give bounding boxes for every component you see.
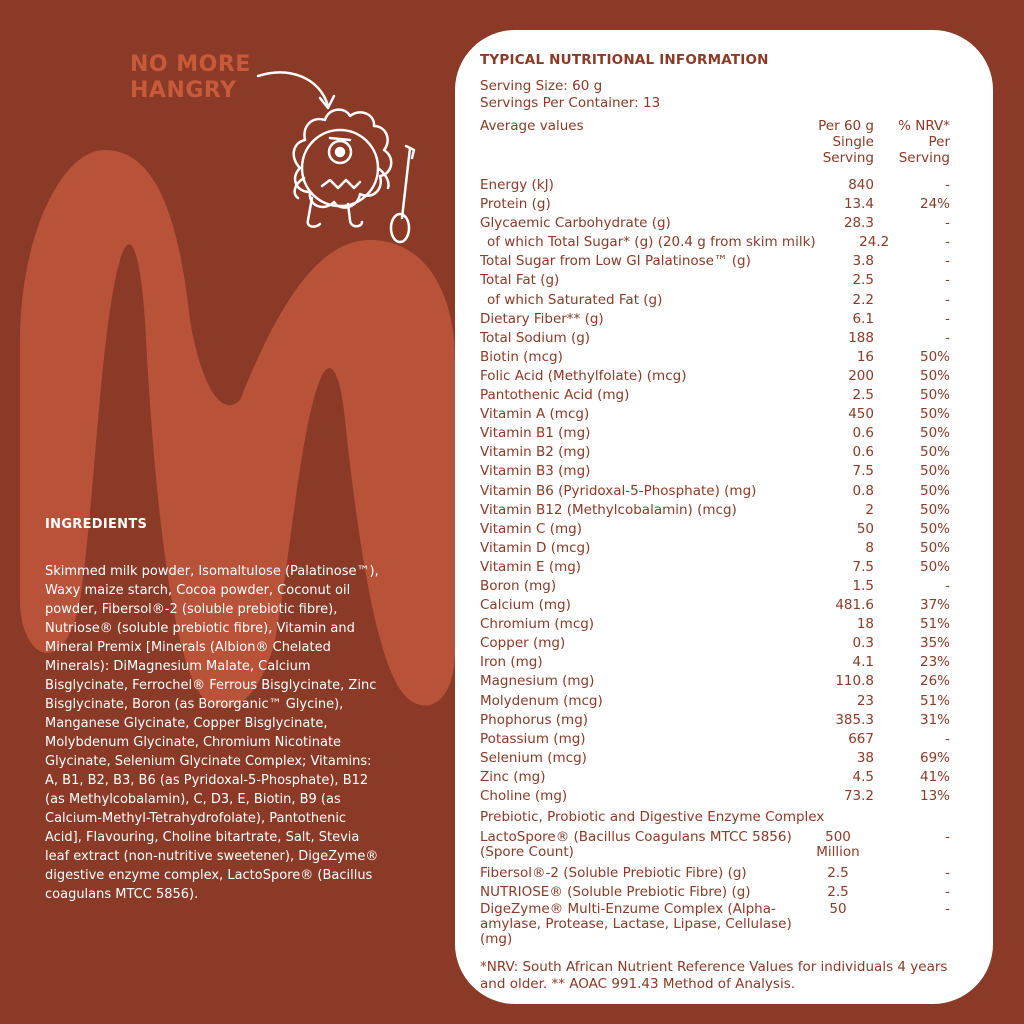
nutrient-nrv: 50% xyxy=(919,387,950,404)
nutrition-title: TYPICAL NUTRITIONAL INFORMATION xyxy=(480,52,769,68)
nutrient-row xyxy=(480,348,950,367)
nutrient-row xyxy=(480,749,950,768)
nutrient-value: 28.3 xyxy=(843,215,874,232)
complex-row xyxy=(480,830,950,860)
nutrient-name: Molydenum (mcg) xyxy=(480,692,603,709)
nutrient-row xyxy=(480,291,950,310)
nutrient-row xyxy=(480,443,950,462)
mascot-illustration xyxy=(250,68,430,258)
nutrient-value: 110.8 xyxy=(835,673,874,690)
nutrient-name: Vitamin B2 (mg) xyxy=(480,444,591,461)
header-per-serving-line: Single xyxy=(832,134,874,150)
nutrient-name: Zinc (mg) xyxy=(480,768,546,785)
tagline-line-2: HANGRY xyxy=(130,78,237,103)
nutrient-nrv: 50% xyxy=(919,348,950,365)
nutrition-info xyxy=(480,52,950,993)
complex-nrv: - xyxy=(945,884,950,901)
nutrient-name: Vitamin B3 (mg) xyxy=(480,463,591,480)
complex-value: 2.5 xyxy=(827,884,849,901)
nutrient-name: Vitamin B12 (Methylcobalamin) (mcg) xyxy=(480,501,737,518)
complex-nrv: - xyxy=(945,865,950,882)
complex-name: NUTRIOSE® (Soluble Prebiotic Fibre) (g) xyxy=(480,884,751,901)
nutrient-row xyxy=(480,634,950,653)
nutrient-name: of which Saturated Fat (g) xyxy=(487,291,663,308)
nutrient-value: 200 xyxy=(848,367,874,384)
nutrient-nrv: - xyxy=(945,730,950,747)
nutrient-name: of which Total Sugar* (g) (20.4 g from skim milk) xyxy=(487,234,816,251)
tagline-line-1: NO MORE xyxy=(130,52,251,77)
nutrient-row xyxy=(480,653,950,672)
header-per-serving xyxy=(782,118,874,166)
complex-name: Fibersol®-2 (Soluble Prebiotic Fibre) (g) xyxy=(480,865,747,882)
nutrient-value: 188 xyxy=(848,329,874,346)
serving-size: Serving Size: 60 g xyxy=(480,78,603,94)
nutrient-value: 7.5 xyxy=(852,558,874,575)
nutrient-nrv: 50% xyxy=(919,501,950,518)
nutrient-value: 0.8 xyxy=(852,482,874,499)
nutrient-name: Glycaemic Carbohydrate (g) xyxy=(480,215,671,232)
nutrient-value: 13.4 xyxy=(843,196,874,213)
nutrient-value: 385.3 xyxy=(835,711,874,728)
nutrient-row xyxy=(480,501,950,520)
nutrient-name: Vitamin C (mg) xyxy=(480,520,582,537)
nutrient-name: Folic Acid (Methylfolate) (mcg) xyxy=(480,367,687,384)
nutrient-nrv: 35% xyxy=(919,635,950,652)
nutrient-value: 1.5 xyxy=(852,577,874,594)
nutrient-row xyxy=(480,730,950,749)
nutrient-name: Total Sugar from Low GI Palatinose™ (g) xyxy=(480,253,751,270)
nutrient-name: Protein (g) xyxy=(480,196,551,213)
nutrient-name: Selenium (mcg) xyxy=(480,749,587,766)
nutrient-nrv: - xyxy=(945,310,950,327)
nutrient-row xyxy=(480,596,950,615)
complex-value: 500 Million xyxy=(816,829,860,861)
nutrient-nrv: 50% xyxy=(919,425,950,442)
nutrient-nrv: 41% xyxy=(919,768,950,785)
nutrient-row xyxy=(480,386,950,405)
nutrient-nrv: 23% xyxy=(919,654,950,671)
nutrient-value: 2.5 xyxy=(852,272,874,289)
header-nrv-line: % NRV* xyxy=(898,118,950,134)
nutrient-name: Chromium (mcg) xyxy=(480,616,595,633)
nutrient-row xyxy=(480,672,950,691)
servings-per-container: Servings Per Container: 13 xyxy=(480,95,661,111)
nutrient-name: Vitamin B1 (mg) xyxy=(480,425,591,442)
header-per-serving-line: Per 60 g xyxy=(818,118,874,134)
complex-row xyxy=(480,883,950,902)
nutrient-name: Total Sodium (g) xyxy=(480,329,591,346)
nutrient-value: 4.5 xyxy=(852,768,874,785)
complex-name: DigeZyme® Multi-Enzume Complex (Alpha-amylase, Protease, Lactase, Lipase, Cellulase) (mg) xyxy=(480,901,792,948)
nutrient-nrv: - xyxy=(945,177,950,193)
nutrient-nrv: - xyxy=(945,577,950,594)
complex-value: 2.5 xyxy=(827,865,849,882)
nutrient-row xyxy=(480,558,950,577)
nutrient-row xyxy=(480,214,950,233)
hangry-monster-icon xyxy=(294,110,414,242)
header-per-serving-line: Serving xyxy=(822,150,874,166)
nutrient-nrv: - xyxy=(945,253,950,270)
nutrient-value: 73.2 xyxy=(843,788,874,804)
nutrient-value: 667 xyxy=(848,730,874,747)
nutrient-nrv: 50% xyxy=(919,558,950,575)
nutrient-nrv: 37% xyxy=(919,597,950,614)
table-header xyxy=(480,118,950,166)
nutrition-rows xyxy=(480,176,950,806)
nutrient-nrv: 50% xyxy=(919,463,950,480)
nutrient-nrv: - xyxy=(945,272,950,289)
nutrient-value: 0.6 xyxy=(852,425,874,442)
nutrient-row xyxy=(480,310,950,329)
nutrient-row xyxy=(480,711,950,730)
nutrient-row xyxy=(480,176,950,195)
nutrient-row xyxy=(480,405,950,424)
complex-name: LactoSpore® (Bacillus Coagulans MTCC 5856) (Spore Count) xyxy=(480,829,792,861)
nutrient-row xyxy=(480,367,950,386)
nutrient-row xyxy=(480,539,950,558)
nutrient-value: 38 xyxy=(856,749,874,766)
nutrient-row xyxy=(480,692,950,711)
nutrient-row xyxy=(480,271,950,290)
nutrient-value: 16 xyxy=(856,348,874,365)
nutrient-name: Choline (mg) xyxy=(480,788,568,804)
nutrient-name: Biotin (mcg) xyxy=(480,348,563,365)
nutrient-name: Calcium (mg) xyxy=(480,597,571,614)
nutrient-name: Potassium (mg) xyxy=(480,730,586,747)
nutrient-value: 4.1 xyxy=(852,654,874,671)
nutrient-name: Boron (mg) xyxy=(480,577,557,594)
ingredients-section xyxy=(45,515,380,904)
complex-heading: Prebiotic, Probiotic and Digestive Enzyme Complex xyxy=(480,809,825,826)
nutrient-nrv: 50% xyxy=(919,406,950,423)
nutrient-value: 18 xyxy=(856,616,874,633)
complex-value: 50 xyxy=(829,901,847,918)
nutrient-value: 0.6 xyxy=(852,444,874,461)
curved-arrow-icon xyxy=(258,73,328,106)
nutrient-nrv: 50% xyxy=(919,539,950,556)
nrv-footnote: *NRV: South African Nutrient Reference Values for individuals 4 years and older. ** AOAC 991.43 Method of Analysis. xyxy=(480,959,948,993)
nutrient-nrv: 50% xyxy=(919,520,950,537)
nutrient-value: 450 xyxy=(848,406,874,423)
nutrient-row xyxy=(480,233,950,252)
nutrient-value: 24.2 xyxy=(859,234,890,251)
nutrient-name: Dietary Fiber** (g) xyxy=(480,310,604,327)
nutrient-nrv: 51% xyxy=(919,616,950,633)
nutrient-nrv: - xyxy=(945,329,950,346)
nutrient-nrv: 50% xyxy=(919,367,950,384)
nutrient-value: 2.5 xyxy=(852,387,874,404)
nutrient-nrv: - xyxy=(945,291,950,308)
nutrient-row xyxy=(480,462,950,481)
nutrient-value: 3.8 xyxy=(852,253,874,270)
nutrient-row xyxy=(480,520,950,539)
nutrient-nrv: - xyxy=(945,215,950,232)
nutrient-row xyxy=(480,195,950,214)
ingredients-heading: INGREDIENTS xyxy=(45,517,148,532)
nutrient-row xyxy=(480,787,950,806)
nutrient-row xyxy=(480,615,950,634)
nutrient-name: Vitamin B6 (Pyridoxal-5-Phosphate) (mg) xyxy=(480,482,757,499)
nutrient-name: Vitamin E (mg) xyxy=(480,558,582,575)
complex-nrv: - xyxy=(945,901,950,918)
nutrient-value: 2 xyxy=(865,501,874,518)
complex-nrv: - xyxy=(945,829,950,846)
nutrient-nrv: 13% xyxy=(919,788,950,804)
complex-row xyxy=(480,902,950,947)
nutrient-row xyxy=(480,329,950,348)
nutrient-value: 840 xyxy=(848,177,874,193)
header-average-values: Average values xyxy=(480,118,584,134)
nutrient-name: Total Fat (g) xyxy=(480,272,560,289)
ingredients-text: Skimmed milk powder, Isomaltulose (Palatinose™), Waxy maize starch, Cocoa powder, Coconut oil powder, Fibersol®-2 (soluble prebiotic fibre), Nutriose® (soluble prebiotic fibre), Vitamin and Mineral Premix [Minerals (Albion® Chelated Minerals): DiMagnesium Malate, Calcium Bisglycinate, Ferrochel® Ferrous Bisglycinate, Zinc Bisglycinate, Boron (as Bororganic™ Glycine), Manganese Glycinate, Copper Bisglycinate, Molybdenum Glycinate, Chromium Nicotinate Glycinate, Selenium Glycinate Complex; Vitamins: A, B1, B2, B3, B6 (as Pyridoxal-5-Phosphate), B12 (as Methylcobalamin), C, D3, E, Biotin, B9 (as Calcium-Methyl-Tetrahydrofolate), Pantothenic Acid], Flavouring, Choline bitartrate, Salt, Stevia leaf extract (non-nutritive sweetener), DigeZyme® digestive enzyme complex, LactoSpore® (Bacillus coagulans MTCC 5856). xyxy=(45,564,379,902)
nutrient-value: 8 xyxy=(865,539,874,556)
nutrient-value: 6.1 xyxy=(852,310,874,327)
nutrient-name: Iron (mg) xyxy=(480,654,543,671)
nutrient-value: 50 xyxy=(856,520,874,537)
nutrient-row xyxy=(480,252,950,271)
nutrient-row xyxy=(480,577,950,596)
nutrient-value: 7.5 xyxy=(852,463,874,480)
header-nrv xyxy=(874,118,950,166)
nutrient-name: Copper (mg) xyxy=(480,635,566,652)
nutrient-name: Magnesium (mg) xyxy=(480,673,595,690)
nutrient-row xyxy=(480,424,950,443)
nutrient-value: 481.6 xyxy=(835,597,874,614)
nutrient-nrv: 50% xyxy=(919,444,950,461)
nutrient-name: Energy (kJ) xyxy=(480,177,554,193)
nutrient-value: 0.3 xyxy=(852,635,874,652)
nutrient-name: Vitamin D (mcg) xyxy=(480,539,591,556)
nutrient-nrv: 24% xyxy=(919,196,950,213)
nutrient-nrv: 50% xyxy=(919,482,950,499)
nutrient-name: Vitamin A (mcg) xyxy=(480,406,590,423)
header-nrv-line: Per xyxy=(928,134,950,150)
nutrient-row xyxy=(480,482,950,501)
header-nrv-line: Serving xyxy=(898,150,950,166)
nutrient-nrv: 26% xyxy=(919,673,950,690)
complex-row xyxy=(480,864,950,883)
nutrient-value: 2.2 xyxy=(852,291,874,308)
nutrient-name: Phophorus (mg) xyxy=(480,711,589,728)
nutrient-name: Pantothenic Acid (mg) xyxy=(480,387,630,404)
nutrient-nrv: 69% xyxy=(919,749,950,766)
nutrient-nrv: - xyxy=(945,234,950,251)
nutrient-value: 23 xyxy=(856,692,874,709)
nutrient-nrv: 51% xyxy=(919,692,950,709)
nutrient-row xyxy=(480,768,950,787)
tagline xyxy=(130,52,251,104)
nutrient-nrv: 31% xyxy=(919,711,950,728)
